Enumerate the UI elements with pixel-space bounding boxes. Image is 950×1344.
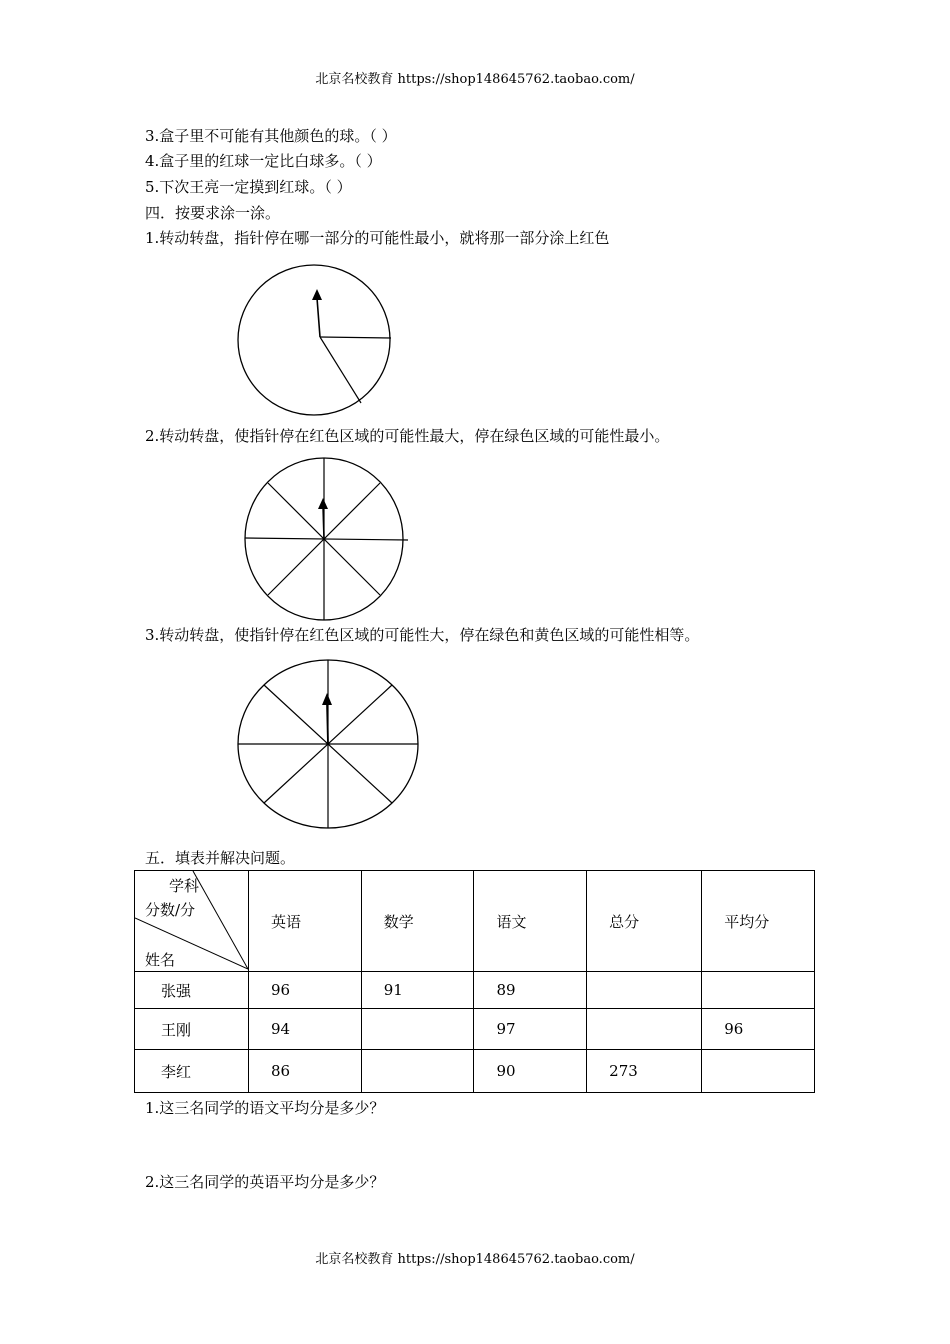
cell-total (587, 972, 702, 1009)
corner-label-name: 姓名 (145, 951, 176, 969)
spinner-1 (236, 262, 396, 422)
page-header: 北京名校教育 https://shop148645762.taobao.com/ (315, 72, 635, 87)
question-5: 5.下次王亮一定摸到红球。（ ） (145, 178, 352, 196)
cell-average (702, 972, 815, 1009)
page-footer: 北京名校教育 https://shop148645762.taobao.com/ (315, 1252, 635, 1267)
row-name: 李红 (135, 1050, 249, 1093)
spinner-2 (242, 456, 412, 626)
table-row (135, 1009, 815, 1050)
cell-chinese: 97 (474, 1009, 587, 1050)
cell-english: 94 (249, 1009, 362, 1050)
section-4-title: 四．按要求涂一涂。 (145, 204, 281, 222)
spinner-2-arrowhead (318, 498, 328, 509)
header-total: 总分 (587, 871, 702, 972)
table-corner-cell (135, 871, 249, 972)
problem-2-text: 2.转动转盘，使指针停在红色区域的可能性最大，停在绿色区域的可能性最小。 (145, 427, 670, 445)
score-table (134, 870, 815, 1093)
corner-label-subject: 学科 (169, 877, 200, 895)
spinner-3-arrowhead (322, 693, 332, 705)
header-average: 平均分 (702, 871, 815, 972)
spinner-3-pointer (327, 703, 328, 744)
cell-average: 96 (702, 1009, 815, 1050)
header-math: 数学 (361, 871, 474, 972)
spinner-1-pointer (317, 298, 320, 337)
cell-average (702, 1050, 815, 1093)
problem-1-text: 1.转动转盘，指针停在哪一部分的可能性最小，就将那一部分涂上红色 (145, 229, 610, 247)
cell-english: 96 (249, 972, 362, 1009)
corner-diagonal-line-b (193, 871, 248, 969)
corner-label-score: 分数/分 (145, 901, 196, 919)
question-average-english: 2.这三名同学的英语平均分是多少？ (145, 1173, 385, 1191)
row-name: 王刚 (135, 1009, 249, 1050)
table-header-row (135, 871, 815, 972)
spinner-2-divider-horizontal (245, 538, 408, 540)
question-average-chinese: 1.这三名同学的语文平均分是多少？ (145, 1099, 385, 1117)
problem-3-text: 3.转动转盘，使指针停在红色区域的可能性大，停在绿色和黄色区域的可能性相等。 (145, 626, 700, 644)
cell-chinese: 90 (474, 1050, 587, 1093)
spinner-2-pointer (323, 506, 324, 539)
cell-english: 86 (249, 1050, 362, 1093)
cell-math: 91 (361, 972, 474, 1009)
row-name: 张强 (135, 972, 249, 1009)
table-row (135, 1050, 815, 1093)
cell-total (587, 1009, 702, 1050)
cell-math (361, 1050, 474, 1093)
spinner-1-arrowhead (312, 289, 322, 300)
spinner-1-divider-b (320, 337, 361, 403)
cell-total: 273 (587, 1050, 702, 1093)
table-row (135, 972, 815, 1009)
question-3: 3.盒子里不可能有其他颜色的球。（ ） (145, 127, 397, 145)
spinner-1-divider-a (320, 337, 391, 338)
spinner-3 (236, 658, 422, 830)
question-4: 4.盒子里的红球一定比白球多。（ ） (145, 152, 382, 170)
cell-chinese: 89 (474, 972, 587, 1009)
header-chinese: 语文 (474, 871, 587, 972)
cell-math (361, 1009, 474, 1050)
section-5-title: 五．填表并解决问题。 (145, 849, 296, 867)
header-english: 英语 (249, 871, 362, 972)
spinner-1-circle (238, 265, 390, 415)
